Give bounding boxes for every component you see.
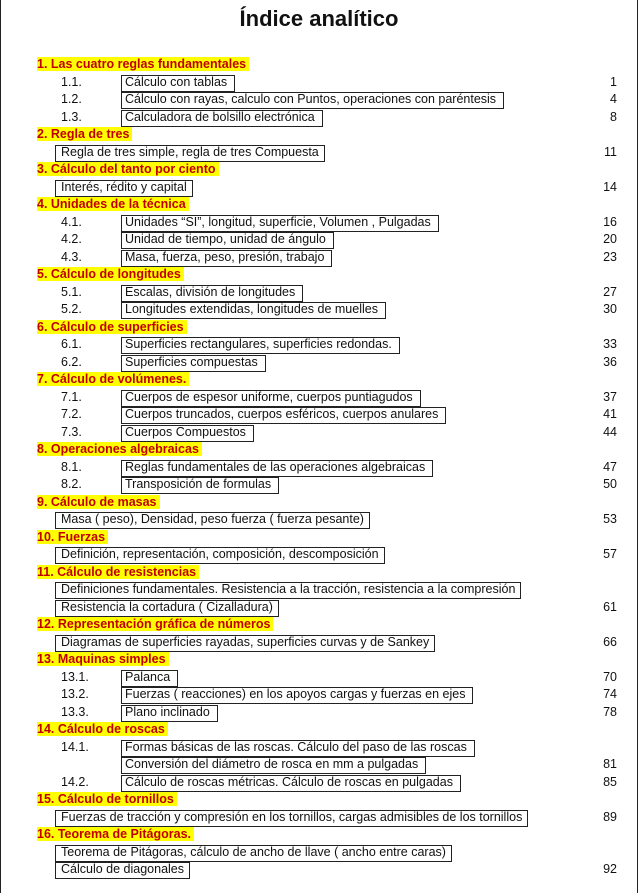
entry-page-number: 14 — [603, 179, 617, 194]
entry-text: Cuerpos Compuestos — [125, 424, 246, 439]
section-heading — [37, 56, 617, 74]
entry-number: 8.1. — [61, 459, 82, 474]
section-heading-text: 6. Cálculo de superficies — [37, 320, 187, 334]
toc-entry — [37, 459, 617, 477]
entry-text: Palanca — [125, 669, 171, 684]
section-heading — [37, 721, 617, 739]
section-heading — [37, 651, 617, 669]
entry-text: Regla de tres simple, regla de tres Compuesta — [61, 144, 319, 159]
entry-text: Diagramas de superficies rayadas, superficies curvas y de Sankey — [61, 634, 430, 649]
section-heading-text: 12. Representación gráfica de números — [37, 617, 273, 631]
toc-entry — [37, 546, 617, 564]
section-heading-text: 1. Las cuatro reglas fundamentales — [37, 57, 249, 71]
section-heading — [37, 441, 617, 459]
entry-text: Masa, fuerza, peso, presión, trabajo — [125, 249, 325, 264]
entry-text: Superficies rectangulares, superficies redondas. — [125, 337, 392, 351]
toc-entry — [37, 669, 617, 687]
toc-entry — [37, 91, 617, 109]
entry-text: Cuerpos truncados, cuerpos esféricos, cuerpos anulares — [125, 407, 439, 421]
entry-page-number: 50 — [603, 477, 617, 491]
section-heading-text: 2. Regla de tres — [37, 127, 132, 141]
toc-entry — [37, 301, 617, 319]
entry-number: 6.1. — [61, 337, 82, 351]
page-title: Índice analítico — [239, 6, 399, 31]
entry-text: Superficies compuestas — [125, 354, 258, 369]
entry-text: Cálculo de diagonales — [61, 862, 185, 876]
entry-page-number: 70 — [603, 669, 617, 684]
toc-entry — [37, 686, 617, 704]
entry-page-number: 36 — [603, 354, 617, 369]
entry-text: Cálculo con rayas, calculo con Puntos, operaciones con paréntesis — [125, 92, 497, 106]
toc-entry — [37, 861, 617, 879]
entry-number: 6.2. — [61, 354, 82, 369]
toc-entry — [37, 179, 617, 197]
entry-text: Transposición de formulas — [125, 477, 272, 491]
toc-entry — [37, 599, 617, 617]
entry-page-number: 78 — [603, 704, 617, 719]
entry-number: 4.1. — [61, 214, 82, 229]
section-heading-text: 3. Cálculo del tanto por ciento — [37, 162, 219, 176]
entry-text: Definiciones fundamentales. Resistencia a la tracción, resistencia a la compresión — [61, 582, 516, 596]
toc-entry — [37, 634, 617, 652]
section-heading — [37, 529, 617, 547]
entry-page-number: 66 — [603, 634, 617, 649]
entry-text: Fuerzas de tracción y compresión en los tornillos, cargas admisibles de los tornillos — [61, 809, 523, 824]
entry-text: Fuerzas ( reacciones) en los apoyos cargas y fuerzas en ejes — [125, 687, 466, 701]
section-heading — [37, 161, 617, 179]
entry-page-number: 33 — [603, 337, 617, 351]
entry-page-number: 1 — [610, 74, 617, 89]
entry-number: 14.1. — [61, 739, 89, 754]
toc-entry — [37, 214, 617, 232]
entry-page-number: 23 — [603, 249, 617, 264]
toc-entry — [37, 284, 617, 302]
toc-entry — [37, 144, 617, 162]
section-heading-text: 16. Teorema de Pitágoras. — [37, 827, 194, 841]
toc-entry — [37, 406, 617, 424]
entry-page-number: 8 — [610, 109, 617, 124]
table-of-contents — [37, 56, 617, 879]
section-heading — [37, 791, 617, 809]
entry-page-number: 61 — [603, 599, 617, 614]
entry-page-number: 92 — [603, 862, 617, 876]
section-heading — [37, 196, 617, 214]
entry-number: 13.3. — [61, 704, 89, 719]
entry-page-number: 37 — [603, 389, 617, 404]
toc-entry — [37, 511, 617, 529]
entry-text: Interés, rédito y capital — [61, 179, 187, 194]
entry-page-number: 4 — [610, 92, 617, 106]
entry-text: Resistencia la cortadura ( Cizalladura) — [61, 599, 273, 614]
toc-entry — [37, 704, 617, 722]
section-heading — [37, 266, 617, 284]
entry-page-number: 85 — [603, 774, 617, 789]
entry-page-number: 74 — [603, 687, 617, 701]
entry-text: Formas básicas de las roscas. Cálculo del paso de las roscas — [125, 739, 467, 754]
toc-entry — [37, 109, 617, 127]
entry-page-number: 27 — [603, 284, 617, 299]
entry-number: 4.2. — [61, 232, 82, 246]
toc-entry — [37, 809, 617, 827]
toc-entry — [37, 476, 617, 494]
entry-page-number: 11 — [604, 144, 617, 159]
section-heading — [37, 616, 617, 634]
section-heading-text: 10. Fuerzas — [37, 530, 108, 544]
toc-entry — [37, 581, 617, 599]
entry-text: Conversión del diámetro de rosca en mm a pulgadas — [125, 757, 419, 771]
toc-entry — [37, 424, 617, 442]
entry-number: 5.2. — [61, 302, 82, 316]
section-heading — [37, 564, 617, 582]
section-heading — [37, 371, 617, 389]
entry-text: Teorema de Pitágoras, cálculo de ancho de llave ( ancho entre caras) — [61, 844, 446, 859]
entry-page-number: 16 — [603, 214, 617, 229]
section-heading-text: 8. Operaciones algebraicas — [37, 442, 202, 456]
section-heading — [37, 126, 617, 144]
entry-page-number: 53 — [603, 512, 617, 526]
entry-number: 7.3. — [61, 424, 82, 439]
entry-text: Definición, representación, composición, descomposición — [61, 547, 379, 561]
section-heading-text: 14. Cálculo de roscas — [37, 722, 168, 736]
entry-number: 1.2. — [61, 92, 82, 106]
entry-text: Calculadora de bolsillo electrónica — [125, 109, 315, 124]
toc-entry — [37, 739, 617, 757]
entry-number: 13.1. — [61, 669, 89, 684]
toc-entry — [37, 74, 617, 92]
entry-number: 13.2. — [61, 687, 89, 701]
toc-entry — [37, 336, 617, 354]
entry-page-number: 41 — [603, 407, 617, 421]
entry-text: Masa ( peso), Densidad, peso fuerza ( fuerza pesante) — [61, 512, 364, 526]
entry-number: 8.2. — [61, 477, 82, 491]
entry-page-number: 47 — [603, 459, 617, 474]
toc-entry — [37, 844, 617, 862]
entry-number: 14.2. — [61, 774, 89, 789]
section-heading-text: 9. Cálculo de masas — [37, 495, 160, 509]
section-heading-text: 15. Cálculo de tornillos — [37, 792, 177, 806]
entry-text: Escalas, división de longitudes — [125, 284, 296, 299]
entry-page-number: 20 — [603, 232, 617, 246]
section-heading — [37, 494, 617, 512]
section-heading — [37, 826, 617, 844]
toc-entry — [37, 231, 617, 249]
section-heading-text: 11. Cálculo de resistencias — [37, 565, 199, 579]
entry-number: 1.1. — [61, 74, 82, 89]
entry-page-number: 44 — [603, 424, 617, 439]
entry-text: Longitudes extendidas, longitudes de muelles — [125, 302, 378, 316]
entry-text: Plano inclinado — [125, 704, 210, 719]
toc-entry — [37, 756, 617, 774]
entry-number: 4.3. — [61, 249, 82, 264]
entry-text: Reglas fundamentales de las operaciones algebraicas — [125, 459, 426, 474]
section-heading-text: 5. Cálculo de longitudes — [37, 267, 184, 281]
toc-entry — [37, 249, 617, 267]
entry-text: Unidades “SI”, longitud, superficie, Volumen , Pulgadas — [125, 214, 431, 229]
toc-entry — [37, 774, 617, 792]
entry-page-number: 89 — [603, 809, 617, 824]
entry-number: 5.1. — [61, 284, 82, 299]
entry-page-number: 57 — [603, 547, 617, 561]
section-heading-text: 7. Cálculo de volúmenes. — [37, 372, 189, 386]
entry-text: Unidad de tiempo, unidad de ángulo — [125, 232, 326, 246]
section-heading-text: 13. Maquinas simples — [37, 652, 169, 666]
entry-number: 1.3. — [61, 109, 82, 124]
section-heading-text: 4. Unidades de la técnica — [37, 197, 189, 211]
entry-page-number: 30 — [603, 302, 617, 316]
toc-entry — [37, 354, 617, 372]
entry-number: 7.1. — [61, 389, 82, 404]
entry-text: Cálculo de roscas métricas. Cálculo de roscas en pulgadas — [125, 774, 453, 789]
entry-page-number: 81 — [603, 757, 617, 771]
entry-text: Cálculo con tablas — [125, 74, 228, 89]
section-heading — [37, 319, 617, 337]
toc-entry — [37, 389, 617, 407]
entry-number: 7.2. — [61, 407, 82, 421]
entry-text: Cuerpos de espesor uniforme, cuerpos puntiagudos — [125, 389, 413, 404]
